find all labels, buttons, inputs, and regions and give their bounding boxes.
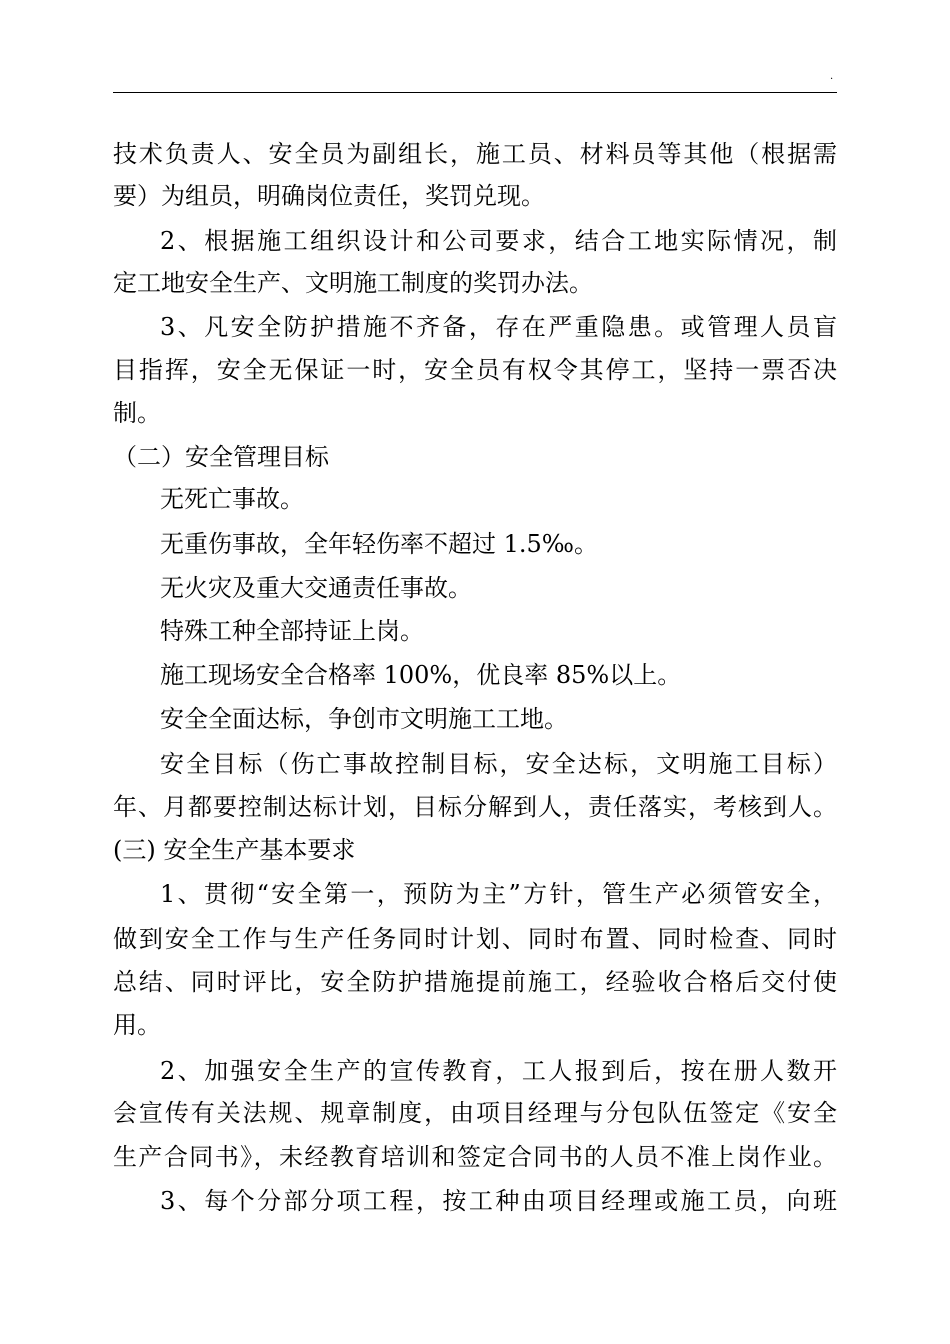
text-line: 无火灾及重大交通责任事故。 xyxy=(160,574,472,602)
section-heading: （二）安全管理目标 xyxy=(113,443,329,471)
text-line: 安全全面达标，争创市文明施工工地。 xyxy=(160,705,568,733)
text-line: 2、根据施工组织设计和公司要求，结合工地实际情况，制 xyxy=(160,227,837,255)
text-line: 安全目标（伤亡事故控制目标，安全达标，文明施工目标） xyxy=(160,750,837,778)
text-line: 无重伤事故，全年轻伤率不超过 1.5‰。 xyxy=(160,530,598,558)
text-line: 要）为组员，明确岗位责任，奖罚兑现。 xyxy=(113,182,545,210)
text-line: 无死亡事故。 xyxy=(160,485,304,513)
text-line: 制。 xyxy=(113,399,161,427)
text-line: 3、每个分部分项工程，按工种由项目经理或施工员，向班 xyxy=(160,1187,837,1215)
header-dot: . xyxy=(830,71,834,82)
text-line: 3、凡安全防护措施不齐备，存在严重隐患。或管理人员盲 xyxy=(160,313,837,341)
text-line: 用。 xyxy=(113,1011,161,1039)
text-line: 定工地安全生产、文明施工制度的奖罚办法。 xyxy=(113,269,593,297)
header-rule xyxy=(113,92,837,93)
text-line: 1、贯彻“安全第一，预防为主”方针，管生产必须管安全， xyxy=(160,880,837,908)
text-line: 年、月都要控制达标计划，目标分解到人，责任落实，考核到人。 xyxy=(113,793,837,821)
text-line: 施工现场安全合格率 100%，优良率 85%以上。 xyxy=(160,661,682,689)
section-heading: (三) 安全生产基本要求 xyxy=(113,836,356,864)
text-line: 目指挥，安全无保证一时，安全员有权令其停工，坚持一票否决 xyxy=(113,356,837,384)
text-line: 特殊工种全部持证上岗。 xyxy=(160,617,424,645)
text-line: 技术负责人、安全员为副组长，施工员、材料员等其他（根据需 xyxy=(113,140,837,168)
text-line: 总结、同时评比，安全防护措施提前施工，经验收合格后交付使 xyxy=(113,968,837,996)
text-line: 2、加强安全生产的宣传教育，工人报到后，按在册人数开 xyxy=(160,1057,837,1085)
text-line: 生产合同书》，未经教育培训和签定合同书的人员不准上岗作业。 xyxy=(113,1143,837,1171)
text-line: 做到安全工作与生产任务同时计划、同时布置、同时检查、同时 xyxy=(113,925,837,953)
text-line: 会宣传有关法规、规章制度，由项目经理与分包队伍签定《安全 xyxy=(113,1099,837,1127)
